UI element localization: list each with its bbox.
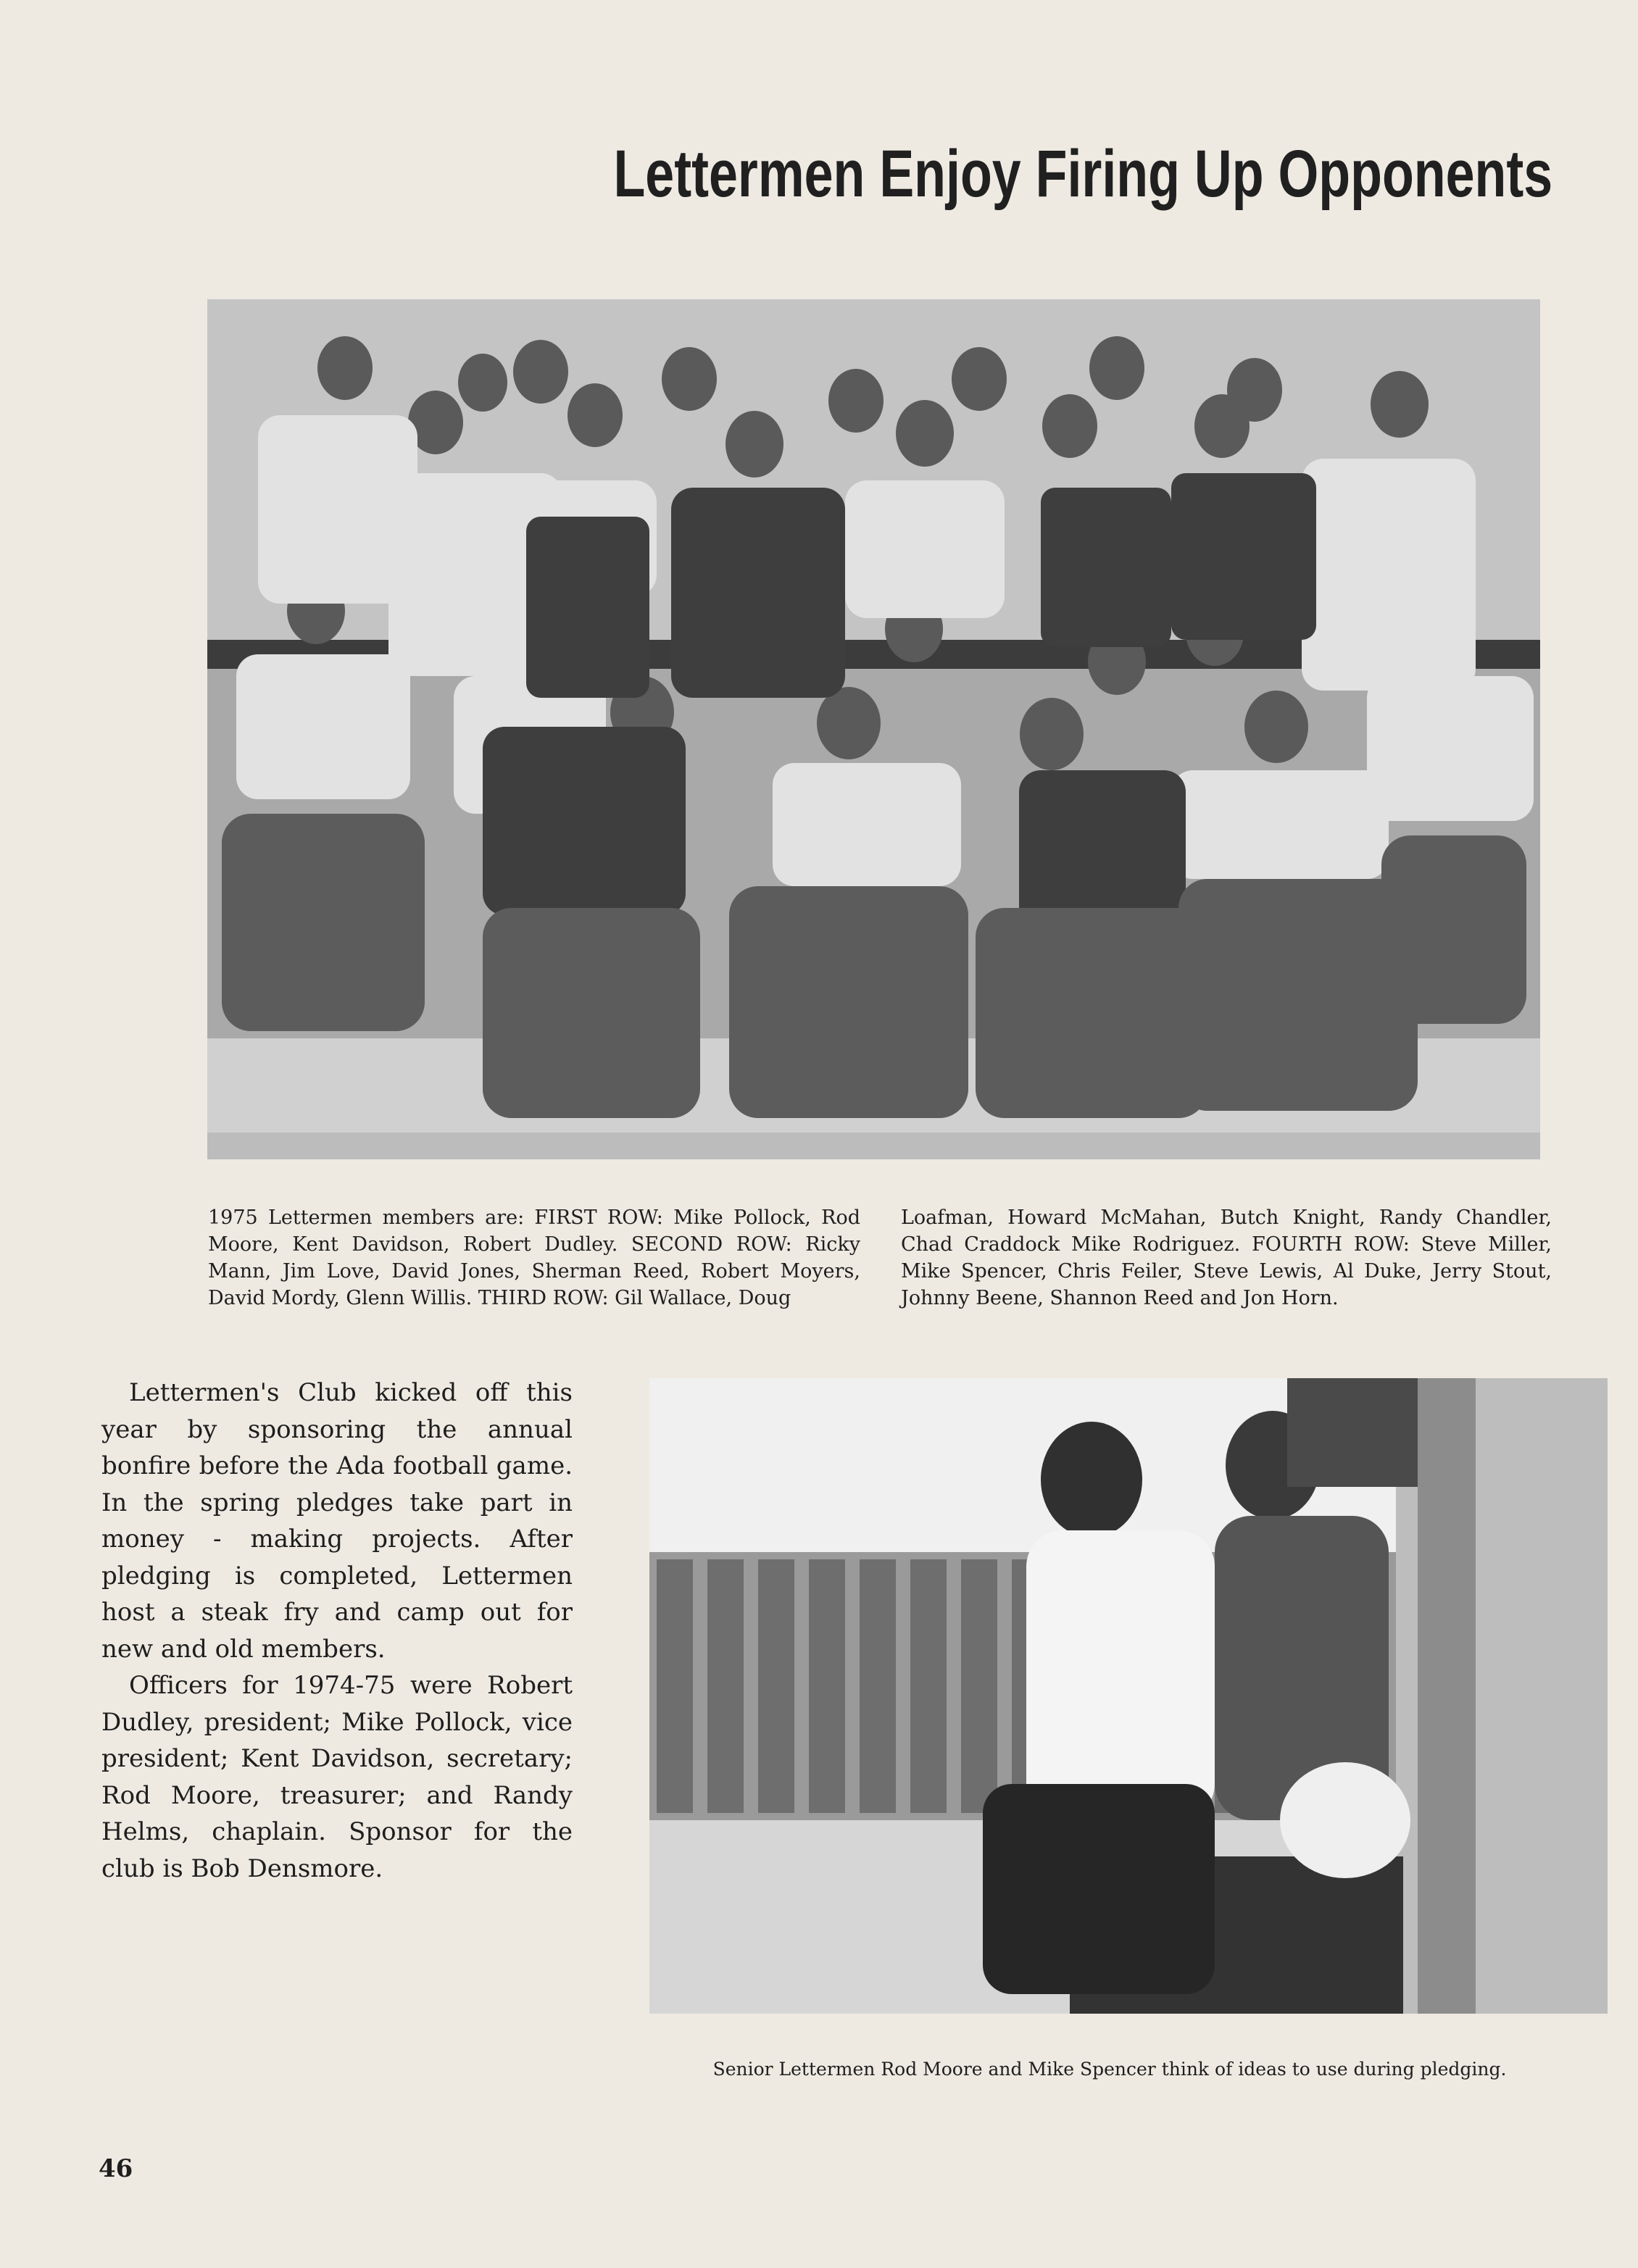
group-photo-image: [207, 299, 1540, 1159]
locker-room-photo-image: [649, 1378, 1608, 2014]
page-number: 46: [99, 2154, 133, 2183]
group-photo: [207, 299, 1540, 1159]
article-paragraph: Lettermen's Club kicked off this year by sponsoring the annual bonfire before the Ada football game. In the spring pledges take part in money - making projects. After pledging is completed, Lettermen host a steak fry and camp out for new and old members.: [101, 1378, 573, 1664]
group-photo-caption-left: 1975 Lettermen members are: FIRST ROW: Mike Pollock, Rod Moore, Kent Davidson, Robert Dudley. SECOND ROW: Ricky Mann, Jim Love, David Jones, Sherman Reed, Robert Moyers, David Mordy, Glenn Willis. THIRD ROW: Gil Wallace, Doug: [208, 1206, 860, 1309]
article-paragraph: Officers for 1974-75 were Robert Dudley, president; Mike Pollock, vice president; Kent Davidson, secretary; Rod Moore, treasurer; and Randy Helms, chaplain. Sponsor for the club is Bob Densmore.: [101, 1671, 573, 1883]
group-photo-caption-right: Loafman, Howard McMahan, Butch Knight, Randy Chandler, Chad Craddock Mike Rodriguez. FOURTH ROW: Steve Miller, Mike Spencer, Chris Feiler, Steve Lewis, Al Duke, Jerry Stout, Johnny Beene, Shannon Reed and Jon Horn.: [901, 1206, 1552, 1309]
locker-room-photo: [649, 1378, 1608, 2014]
article-body: [101, 1375, 573, 1887]
locker-room-photo-caption: Senior Lettermen Rod Moore and Mike Spencer think of ideas to use during pledging.: [712, 2059, 1507, 2080]
page-title: Lettermen Enjoy Firing Up Opponents: [613, 137, 1552, 211]
